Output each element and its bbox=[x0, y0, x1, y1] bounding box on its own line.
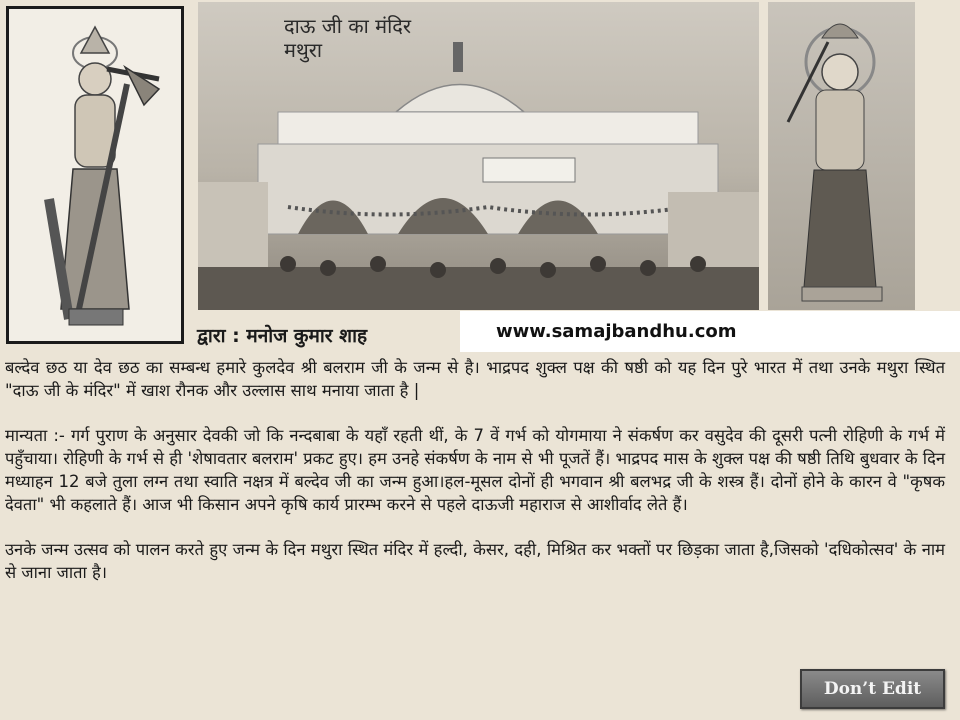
website-url: www.samajbandhu.com bbox=[460, 311, 960, 352]
temple-photo bbox=[198, 2, 759, 310]
photo-caption-line-2: मथुरा bbox=[284, 38, 323, 62]
balram-figure-illustration bbox=[9, 9, 181, 341]
article-paragraph-3: उनके जन्म उत्सव को पालन करते हुए जन्म के दिन मथुरा स्थित मंदिर में हल्दी, केसर, दही, मिश्रित कर भक्तों पर छिड़का जाता है,जिसको 'दधिकोत्सव' के नाम से जाना जाता है। bbox=[5, 540, 945, 582]
photo-caption bbox=[284, 14, 411, 62]
author-byline: द्वारा : मनोज कुमार शाह bbox=[197, 325, 368, 347]
balram-deity-image bbox=[768, 2, 915, 310]
photo-caption-line-1: दाऊ जी का मंदिर bbox=[284, 14, 412, 38]
dont-edit-stamp: Don’t Edit bbox=[800, 669, 945, 709]
balram-plough-image bbox=[6, 6, 184, 344]
article-paragraph-1: बल्देव छठ या देव छठ का सम्बन्ध हमारे कुलदेव श्री बलराम जी के जन्म से है। भाद्रपद शुक्ल पक्ष की षष्ठी को यह दिन पुरे भारत में तथा उनके मथुरा स्थित "दाऊ जी के मंदिर" में खाश रौनक और उल्लास साथ मनाया जाता है | bbox=[5, 358, 945, 400]
temple-building-illustration bbox=[198, 2, 759, 310]
article-paragraph-2: मान्यता :- गर्ग पुराण के अनुसार देवकी जो कि नन्दबाबा के यहाँ रहती थीं, के 7 वें गर्भ को योगमाया ने संकर्षण कर वसुदेव की दूसरी पत्नी रोहिणी के गर्भ में पहुँचाया। रोहिणी के गर्भ से ही 'शेषावतार बलराम' प्रकट हुए। हम उनहे संकर्षण के नाम से भी पूजतें हैं। भाद्रपद मास के शुक्ल पक्ष की षष्ठी तिथि बुधवार के दिन मध्याहन 12 बजे तुला लग्न तथा स्वाति नक्षत्र में बल्देव जी का जन्म हुआ।हल-मूसल दोनों ही भगवान श्री बलभद्र जी के शस्त्र हैं। दोनों होने के कारन वे "कृषक देवता" भी कहलाते हैं। आज भी किसान अपने कृषि कार्य प्रारम्भ करने से पहले दाऊजी महाराज से आशीर्वाद लेते हैं। bbox=[5, 426, 945, 514]
deity-figure-illustration bbox=[768, 2, 915, 310]
article-body bbox=[5, 356, 945, 606]
